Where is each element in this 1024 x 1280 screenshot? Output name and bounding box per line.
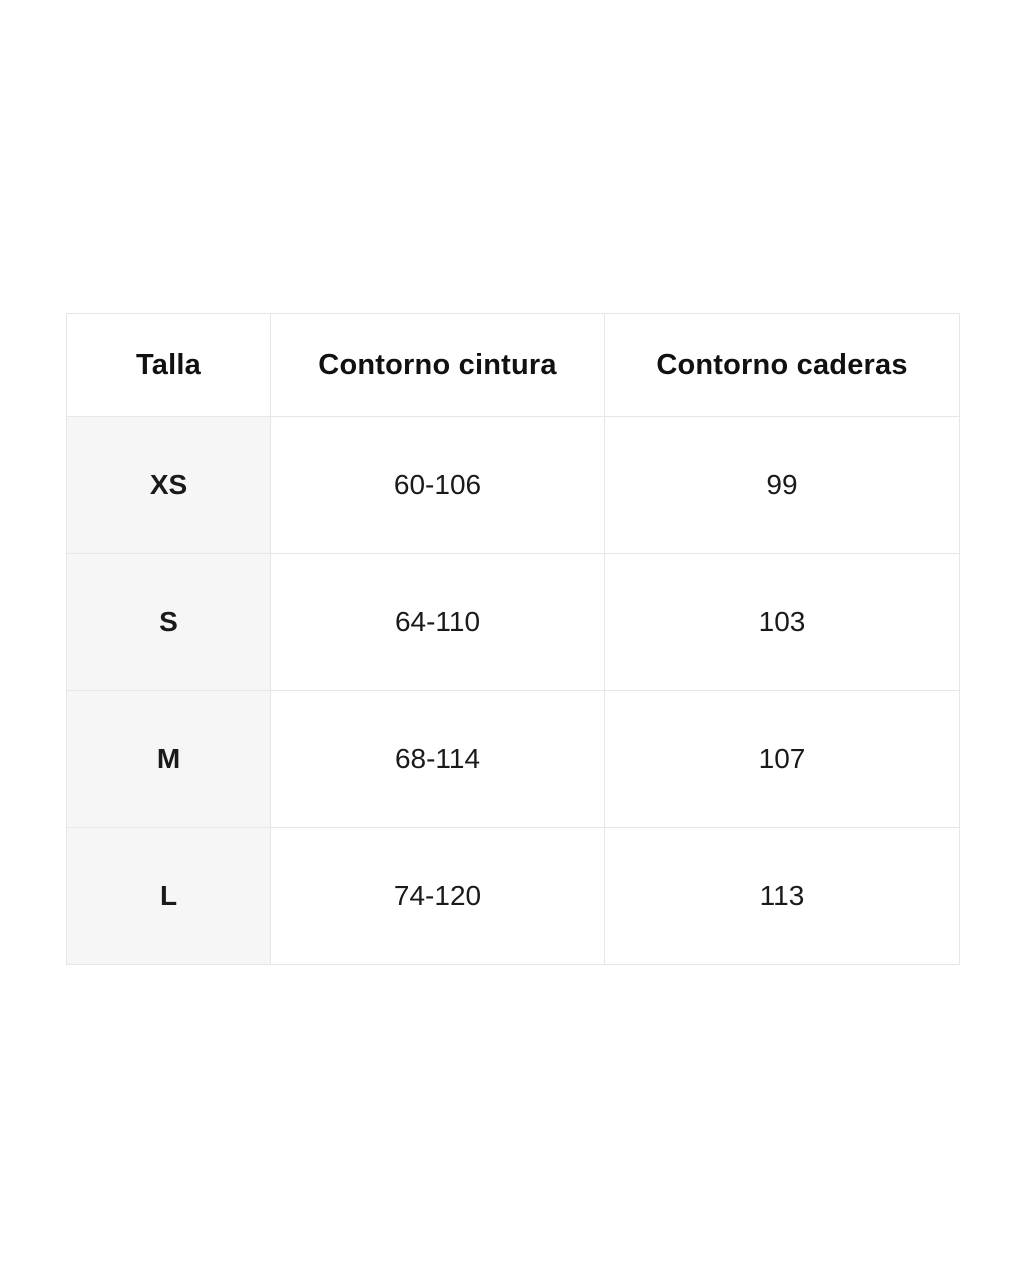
column-header-waist: Contorno cintura [271,314,605,417]
size-guide-table [66,313,960,965]
cell-size: M [67,691,271,828]
cell-waist: 64-110 [271,554,605,691]
table-row [67,691,960,828]
table-row [67,554,960,691]
column-header-size: Talla [67,314,271,417]
size-guide-table-container [66,313,959,965]
cell-hips: 99 [605,417,960,554]
table-header [67,314,960,417]
cell-hips: 113 [605,828,960,965]
column-header-hips: Contorno caderas [605,314,960,417]
cell-hips: 107 [605,691,960,828]
table-body [67,417,960,965]
cell-waist: 60-106 [271,417,605,554]
table-row [67,828,960,965]
cell-size: L [67,828,271,965]
cell-hips: 103 [605,554,960,691]
cell-waist: 68-114 [271,691,605,828]
cell-waist: 74-120 [271,828,605,965]
table-row [67,417,960,554]
cell-size: S [67,554,271,691]
cell-size: XS [67,417,271,554]
table-header-row [67,314,960,417]
